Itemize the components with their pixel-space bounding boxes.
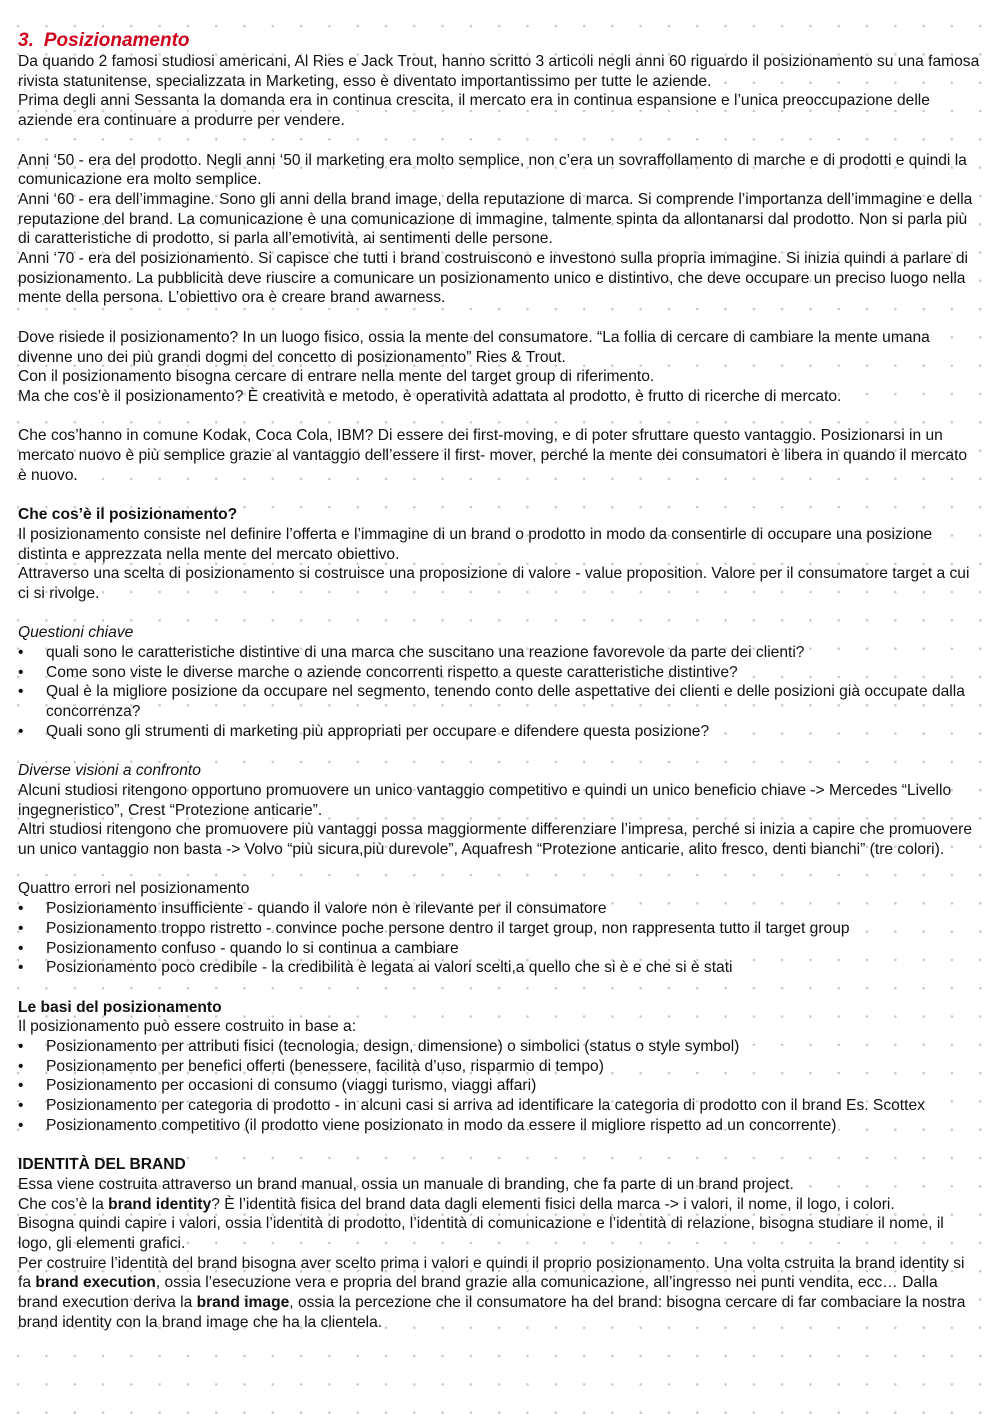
where-paragraph: Dove risiede il posizionamento? In un luogo fisico, ossia la mente del consumatore. “La follia di cercare di cambiare la mente umana divenne uno dei più grandi dogmi del concetto di posizionamento” Ries & Trout. [18,328,930,366]
bases-heading: Le basi del posizionamento [18,998,222,1016]
section-heading [18,30,980,52]
list-item: • Posizionamento confuso - quando lo si continua a cambiare [18,939,980,959]
spacer [18,742,980,762]
identity-paragraph [18,1195,980,1215]
list-item: • Come sono viste le diverse marche o aziende concorrenti rispetto a queste caratteristiche distintive? [18,663,980,683]
where-paragraph: Con il posizionamento bisogna cercare di entrare nella mente del target group di riferimento. [18,368,655,386]
intro-paragraph: Prima degli anni Sessanta la domanda era in continua crescita, il mercato era in continua espansione e l’unica preoccupazione delle aziende era continuare a produrre per vendere. [18,92,930,130]
bases-intro: Il posizionamento può essere costruito in base a: [18,1018,357,1036]
text-run: ? È l’identità fisica del brand data dagli elementi fisici della marca -> i valori, il nome, il logo, i colori. [211,1195,895,1213]
list-item: • Posizionamento troppo ristretto - convince poche persone dentro il target group, non rappresenta tutto il target group [18,919,980,939]
visions-paragraph: Alcuni studiosi ritengono opportuno promuovere un unico vantaggio competitivo e quindi un unico beneficio chiave -> Mercedes “Livello ingegneristico”, Crest “Protezione anticarie”. [18,781,952,819]
brand-identity-term: brand identity [108,1195,212,1213]
spacer [18,485,980,505]
era-paragraph: Anni ‘60 - era dell’immagine. Sono gli anni della brand image, della reputazione di marca. Si comprende l’importanza dell’immagine e della reputazione del brand. La comunicazione è una comunicazione di immagine, talmente spinta da allontanarsi dal prodotto. Non si parla più di caratteristiche di prodotto, si parla all’emotività, ai sentimenti delle persone. [18,190,973,248]
identity-paragraph: Essa viene costruita attraverso un brand manual, ossia un manuale di branding, che fa parte di un brand project. [18,1175,794,1193]
what-heading: Che cos’è il posizionamento? [18,506,238,524]
section-number: 3. [18,30,34,51]
spacer [18,860,980,880]
key-questions-list [18,643,980,742]
list-item: • Posizionamento per attributi fisici (tecnologia, design, dimensione) o simbolici (status o style symbol) [18,1037,980,1057]
list-item: • Quali sono gli strumenti di marketing più appropriati per occupare e difendere questa posizione? [18,722,980,742]
brand-image-term: brand image [196,1294,290,1312]
list-item: • Posizionamento per occasioni di consumo (viaggi turismo, viaggi affari) [18,1076,980,1096]
where-paragraph: Ma che cos’è il posizionamento? È creatività e metodo, è operatività adattata al prodotto, è frutto di ricerche di mercato. [18,387,842,405]
list-item: • Posizionamento poco credibile - la credibilità è legata ai valori scelti,a quello che si è e che si è stati [18,958,980,978]
errors-list [18,899,980,978]
era-paragraph: Anni ‘50 - era del prodotto. Negli anni ‘50 il marketing era molto semplice, non c’era un sovraffollamento di marche e di prodotti e quindi la comunicazione era molto semplice. [18,151,967,189]
list-item: • Qual è la migliore posizione da occupare nel segmento, tenendo conto delle aspettative dei clienti e delle posizioni già occupate dalla concorrenza? [18,682,980,721]
what-paragraph: Attraverso una scelta di posizionamento si costruisce una proposizione di valore - value proposition. Valore per il consumatore target a cui ci si rivolge. [18,565,970,602]
visions-heading: Diverse visioni a confronto [18,762,201,780]
list-item: • Posizionamento per categoria di prodotto - in alcuni casi si arriva ad identificare la categoria di prodotto con il brand Es. Scottex [18,1096,980,1116]
brand-execution-term: brand execution [35,1274,156,1292]
identity-paragraph [18,1254,980,1333]
identity-heading: IDENTITÀ DEL BRAND [18,1156,186,1174]
text-run: , ossia la percezione che il consumatore ha del brand: bisogna cercare di far combaciare la nostra brand identity con la brand image che ha la clientela. [18,1294,966,1331]
first-movers-paragraph: Che cos’hanno in comune Kodak, Coca Cola, IBM? Di essere dei first-moving, e di poter sfruttare questo vantaggio. Posizionarsi in un mercato nuovo è più semplice grazie al vantaggio dell’essere il first- mover, perché la mente dei consumatori è libera in quando il mercato è nuovo. [18,427,968,484]
spacer [18,308,980,328]
text-run: , ossia l’esecuzione vera e propria del brand grazie alla comunicazione, all’ingresso nei punti vendita, ecc… Dalla brand execution deriva la [18,1274,938,1312]
key-questions-heading: Questioni chiave [18,624,134,642]
spacer [18,407,980,427]
visions-paragraph: Altri studiosi ritengono che promuovere più vantaggi possa maggiormente differenziare l’impresa, perché si inizia a capire che promuovere un unico vantaggio non basta -> Volvo “più sicura,più durevole”, Aquafresh “Protezione anticarie, alito fresco, denti bianchi” (tre colori). [18,821,973,859]
spacer [18,978,980,998]
spacer [18,604,980,624]
identity-paragraph: Bisogna quindi capire i valori, ossia l’identità di prodotto, l’identità di comunicazione e l’identità di relazione, bisogna studiare il nome, il logo, gli elementi grafici. [18,1215,944,1253]
bases-list [18,1037,980,1136]
text-run: Che cos’è la [18,1195,109,1213]
list-item: • Posizionamento per benefici offerti (benessere, facilità d’uso, risparmio di tempo) [18,1057,980,1077]
section-title: Posizionamento [43,30,190,51]
what-paragraph: Il posizionamento consiste nel definire l’offerta e l’immagine di un brand o prodotto in modo da consentirle di occupare una posizione distinta e apprezzata nella mente del mercato obiettivo. [18,525,933,563]
era-paragraph: Anni ‘70 - era del posizionamento. Si capisce che tutti i brand costruiscono e investono sulla propria immagine. Si inizia quindi a parlare di posizionamento. La pubblicità deve riuscire a comunicare un posizionamento unico e distintivo, che deve occupare un preciso luogo nella mente della persona. L’obiettivo ora è creare brand awarness. [18,250,969,307]
list-item: • Posizionamento insufficiente - quando il valore non è rilevante per il consumatore [18,899,980,919]
intro-paragraph: Da quando 2 famosi studiosi americani, Al Ries e Jack Trout, hanno scritto 3 articoli negli anni 60 riguardo il posizionamento su una famosa rivista statunitense, specializzata in Marketing, esso è diventato importantissimo per tutte le aziende. [18,53,980,90]
list-item: • quali sono le caratteristiche distintive di una marca che suscitano una reazione favorevole da parte dei clienti? [18,643,980,663]
text-run: Per costruire l’identità del brand bisogna aver scelto prima i valori e quindi il proprio posizionamento. Una volta cstruita la brand identity si fa [18,1254,965,1292]
list-item: • Posizionamento competitivo (il prodotto viene posizionato in modo da essere il migliore rispetto ad un concorrente) [18,1116,980,1136]
spacer [18,1136,980,1156]
document-page [18,30,980,1333]
spacer [18,131,980,151]
errors-heading: Quattro errori nel posizionamento [18,880,250,898]
